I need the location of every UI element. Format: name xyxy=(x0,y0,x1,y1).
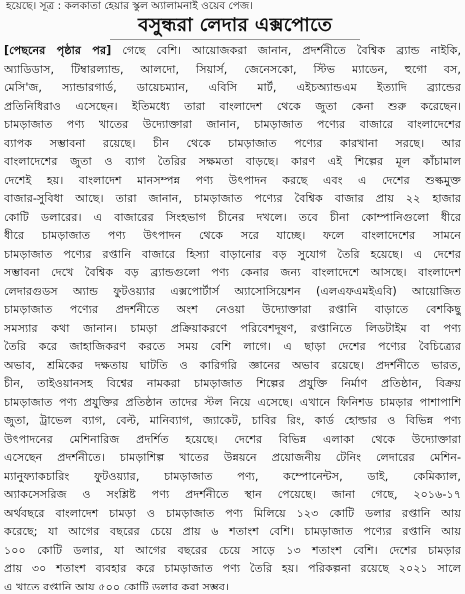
previous-article-tail: হয়েছে। সূত্র : কলকাতা হেয়ার স্কুল অ্যালামনাই ওয়েব পেজ। xyxy=(6,0,253,12)
article-line: অর্থবছরে বাংলাদেশ চামড়া ও চামড়াজাত পণ্য মিলিয়ে ১২৩ কোটি ডলার রপ্তানি আয় xyxy=(4,506,461,520)
article-line: চামড়াজাত পণ্যের প্রদর্শনীতে অংশ নেওয়া উদ্যোক্তারা রপ্তানি বাড়াতে বেশকিছু xyxy=(4,303,461,316)
article-line: মেসি'জ, স্যান্ডারগার্ড, ডায়েচম্যান, এবিসি মার্ট, এইচঅ্যান্ডএম ইত্যাদি ব্র্যান্ডের xyxy=(4,81,461,94)
article-line: অ্যাকসেসরিজ ও সংশ্লিষ্ট পণ্য প্রদর্শনীতে স্থান পেয়েছে। জানা গেছে, ২০১৬-১৭ xyxy=(4,488,461,501)
article-line: উৎপাদনের মেশিনারিজ প্রদর্শিত হয়েছে। দেশের বিভিন্ন এলাকা থেকে উদ্যোক্তারা xyxy=(4,432,461,446)
article-line: এ খাতে রপ্তানি আয় ৫০০ কোটি ডলার করা সম্ভব। xyxy=(4,580,229,590)
article-line: সম্ভাবনা দেখে বৈশ্বিক বড় ব্র্যান্ডগুলো পণ্য কেনার জন্য বাংলাদেশে আসছে। বাংলাদেশ xyxy=(4,266,461,279)
article-line: ১০০ কোটি ডলার, যা আগের বছরের চেয়ে সাড়ে ১৩ শতাংশ বেশি। দেশের চামড়ার xyxy=(4,543,461,557)
article-line: তৈরি করে জাহাজিকরণ করতে সময় বেশি লাগে। এ ছাড়া দেশের পণ্যের বৈচিত্র্যের xyxy=(4,340,461,353)
article-line: বাংলাদেশের জুতা ও ব্যাগ তৈরির সক্ষমতা বাড়ছে। কারণ এই শিল্পের মূল কাঁচামাল xyxy=(4,155,461,168)
article-body xyxy=(4,42,461,590)
headline-divider xyxy=(110,39,360,40)
article-line: অভাব, শ্রমিকের দক্ষতায় ঘাটতি ও কারিগরি জ্ঞানের অভাব রয়েছে। প্রদর্শনীতে ভারত, xyxy=(4,358,461,372)
article-line: চামড়াজাত পণ্য প্রযুক্তির প্রতিষ্ঠান তাদের স্টল নিয়ে এসেছে। এখানে ফিনিশড চামড়ার পাশাপাশি xyxy=(4,395,461,409)
article-line: দেশেই হয়। বাংলাদেশ মানসম্পন্ন পণ্য উৎপাদন করছে এবং এ দেশের শুল্কমুক্ত xyxy=(4,173,461,187)
article-line: জুতা, ট্রাভেল ব্যাগ, বেল্ট, মানিব্যাগ, জ্যাকেট, চাবির রিং, কার্ড হোল্ডার ও বিভিন্ন পণ্য xyxy=(4,414,461,427)
article-line: চামড়াজাত পণ্য খাতের উদ্যোক্তারা জানান, চামড়াজাত পণ্যের বাজারে বাংলাদেশের xyxy=(4,118,461,131)
article-lines xyxy=(4,61,461,591)
article-line: ম্যানুফ্যাকচারিং ফুটওয়্যার, চামড়াজাত পণ্য, কম্পোনেন্টস, ডাই, কেমিক্যাল, xyxy=(4,469,461,483)
article-line: করেছে; যা আগের বছরের চেয়ে প্রায় ৬ শতাংশ বেশি। চামড়াজাত পণ্যের রপ্তানি আয় xyxy=(4,525,461,538)
article-headline: বসুন্ধরা লেদার এক্সপোতে xyxy=(137,14,333,36)
article-line: চামড়াজাত পণ্যের রপ্তানি বাজারে হিস্যা বাড়ানোর বড় সুযোগ তৈরি হয়েছে। এ দেশের xyxy=(4,247,461,261)
article-line: অ্যাডিডাস, টিম্বারল্যান্ড, আলদো, সিয়ার্স, জেনেসকো, স্টিভ ম্যাডেন, হুগো বস, xyxy=(4,62,461,76)
article-line: প্রায় ৩০ শতাংশ ব্যবহার করে চামড়াজাত পণ্য তৈরি হয়। পরিকল্পনা রয়েছে ২০২১ সালে xyxy=(4,562,461,575)
article-line: ব্যাপক সম্ভাবনা রয়েছে। চীন থেকে চামড়াজাত পণ্যের কারখানা সরছে। আর xyxy=(4,136,461,150)
article-line: লেদারগুডস অ্যান্ড ফুটওয়্যার এক্সপোর্টার্স অ্যাসোসিয়েশন (এলএফএমইএবি) আয়োজিত xyxy=(4,284,461,298)
article-line: এসেছেন প্রদর্শনীতে। চামড়াশিল্প খাতের উন্নয়নে প্রয়োজনীয় টেনিং লেদারের মেশিন- xyxy=(4,451,461,464)
article-line: প্রতিনিধিরাও এসেছেন। ইতিমধ্যে তারা বাংলাদেশ থেকে জুতা কেনা শুরু করেছেন। xyxy=(4,99,461,113)
continuation-kicker: [পেছনের পৃষ্ঠার পর] xyxy=(4,44,112,57)
article-line: ধীরে চামড়াজাত পণ্য উৎপাদন থেকে সরে যাচ্ছে। ফলে বাংলাদেশের সামনে xyxy=(4,229,461,242)
article-line: বাজার-সুবিধা আছে। তারা জানান, চামড়াজাত পণ্যের বৈশ্বিক বাজার প্রায় ২২ হাজার xyxy=(4,192,461,205)
first-line-text: গেছে বেশি। আয়োজকরা জানান, প্রদর্শনীতে বৈশ্বিক ব্র্যান্ড নাইকি, xyxy=(111,44,461,57)
article-line-first xyxy=(4,42,461,61)
article-line: চীন, তাইওয়ানসহ বিশ্বের নামকরা চামড়াজাত শিল্পের প্রযুক্তি নির্মাণ প্রতিষ্ঠান, বিক্রয় xyxy=(4,377,461,390)
article-line: সমস্যার কথা জানান। চামড়া প্রক্রিয়াকরণে পরিবেশদূষণ, রপ্তানিতে লিডটাইম বা পণ্য xyxy=(4,321,461,335)
article-line: কোটি ডলারের। এ বাজারের সিংহভাগ চীনের দখলে। তবে চীনা কোম্পানিগুলো ধীরে xyxy=(4,210,461,224)
